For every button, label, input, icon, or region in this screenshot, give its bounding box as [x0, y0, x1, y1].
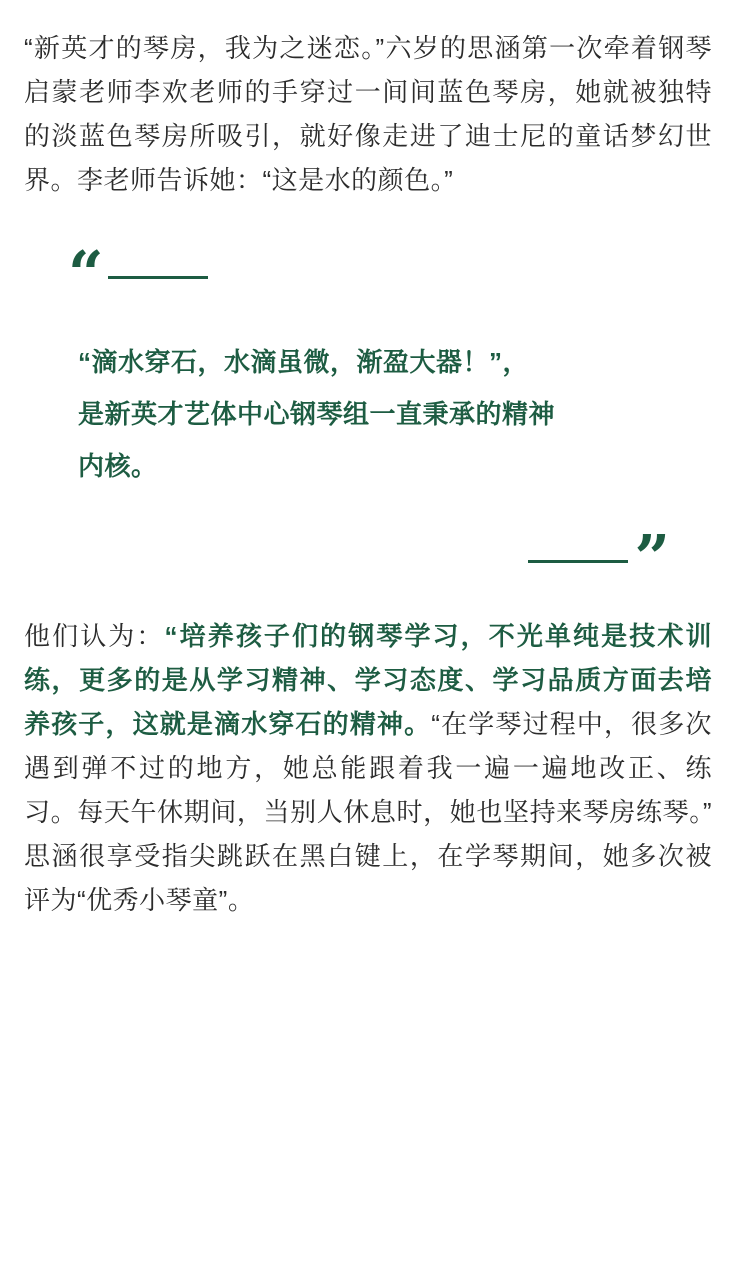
- pullquote-bottom-decoration: [24, 521, 712, 594]
- quote-rule-top: [108, 276, 208, 279]
- pullquote-line-1: “滴水穿石，水滴虽微，渐盈大器！”，: [78, 347, 530, 377]
- intro-paragraph: “新英才的琴房，我为之迷恋。”六岁的思涵第一次牵着钢琴启蒙老师李欢老师的手穿过一间间蓝色琴房，她就被独特的淡蓝色琴房所吸引，就好像走进了迪士尼的童话梦幻世界。李老师告诉她：“这是水的颜色。”: [24, 33, 712, 195]
- body-rest-text: “在学琴过程中，很多次遇到弹不过的地方，她总能跟着我一遍一遍地改正、练习。每天午休期间，当别人休息时，她也坚持来琴房练琴。”思涵很享受指尖跳跃在黑白键上，在学琴期间，她多次被评为“优秀小琴童”。: [24, 709, 712, 915]
- quote-rule-bottom: [528, 560, 628, 563]
- pullquote-text: [24, 292, 712, 528]
- body-paragraph: [24, 614, 712, 922]
- close-quote-icon: ”: [634, 521, 668, 594]
- pullquote-line-2: 是新英才艺体中心钢琴组一直秉承的精神: [78, 399, 556, 429]
- pullquote-line-3: 内核。: [78, 451, 158, 481]
- open-quote-icon: “: [68, 237, 102, 310]
- pullquote-top-decoration: [24, 237, 712, 310]
- body-highlight-text: “培养孩子们的钢琴学习，不光单纯是技术训练，更多的是从学习精神、学习态度、学习品质方面去培养孩子，这就是滴水穿石的精神。: [24, 621, 712, 739]
- body-lead-text: 他们认为：: [24, 621, 165, 651]
- pullquote-block: [24, 237, 712, 594]
